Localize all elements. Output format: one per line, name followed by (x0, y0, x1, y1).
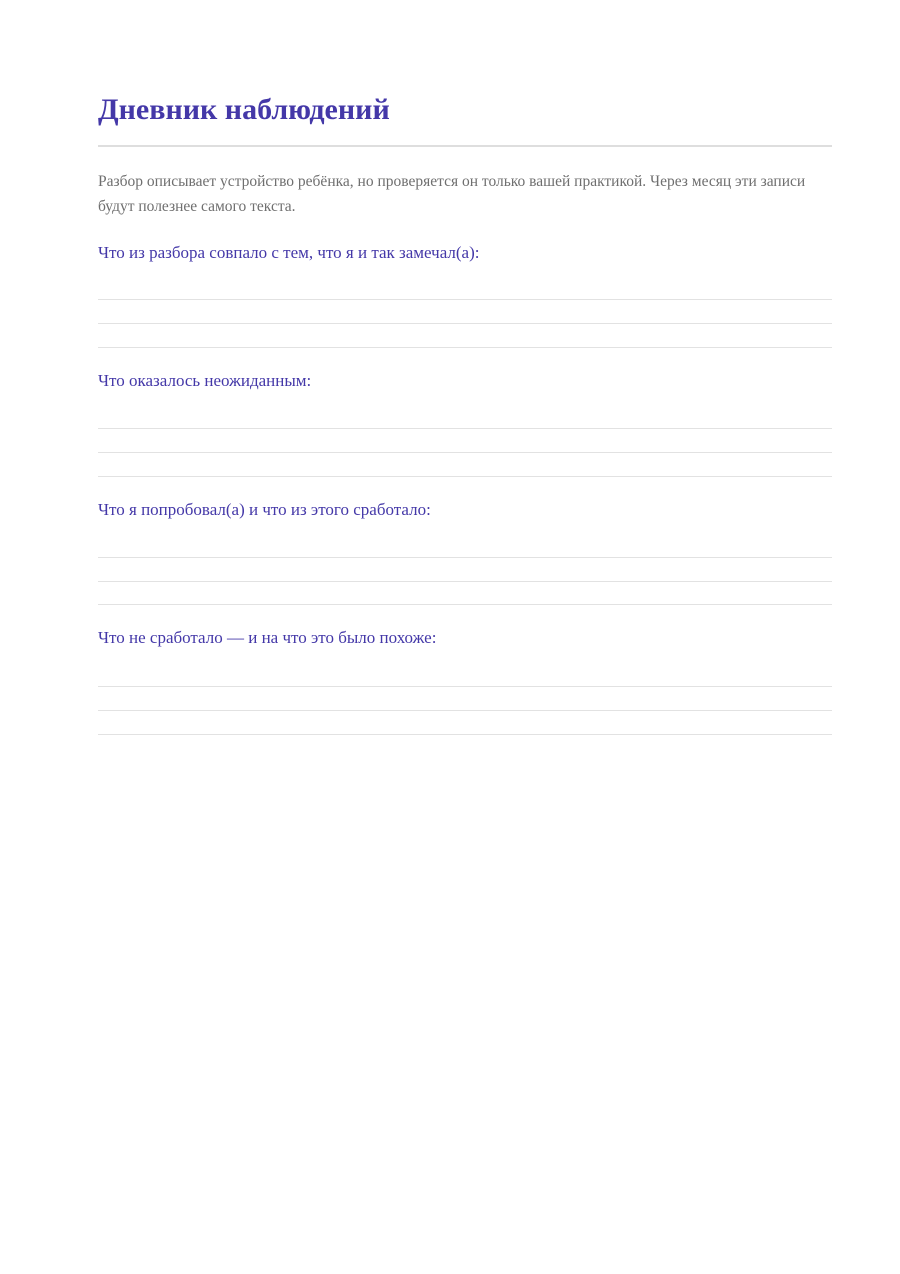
title-divider (98, 145, 832, 147)
writing-line[interactable] (98, 347, 832, 348)
writing-line[interactable] (98, 734, 832, 735)
section-label-unexpected: Что оказалось неожиданным: (98, 371, 312, 390)
writing-line[interactable] (98, 452, 832, 453)
writing-line[interactable] (98, 428, 832, 429)
writing-line[interactable] (98, 686, 832, 687)
writing-line[interactable] (98, 323, 832, 324)
writing-line[interactable] (98, 299, 832, 300)
page-title: Дневник наблюдений (98, 93, 390, 126)
section-label-tried-worked: Что я попробовал(а) и что из этого сработало: (98, 500, 431, 519)
section-label-matched: Что из разбора совпало с тем, что я и так замечал(а): (98, 243, 480, 262)
writing-line[interactable] (98, 710, 832, 711)
writing-line[interactable] (98, 581, 832, 582)
intro-paragraph: Разбор описывает устройство ребёнка, но проверяется он только вашей практикой. Через месяц эти записи будут полезнее самого текста. (98, 173, 806, 215)
writing-line[interactable] (98, 557, 832, 558)
writing-line[interactable] (98, 604, 832, 605)
section-label-not-worked: Что не сработало — и на что это было похоже: (98, 628, 437, 647)
writing-line[interactable] (98, 476, 832, 477)
